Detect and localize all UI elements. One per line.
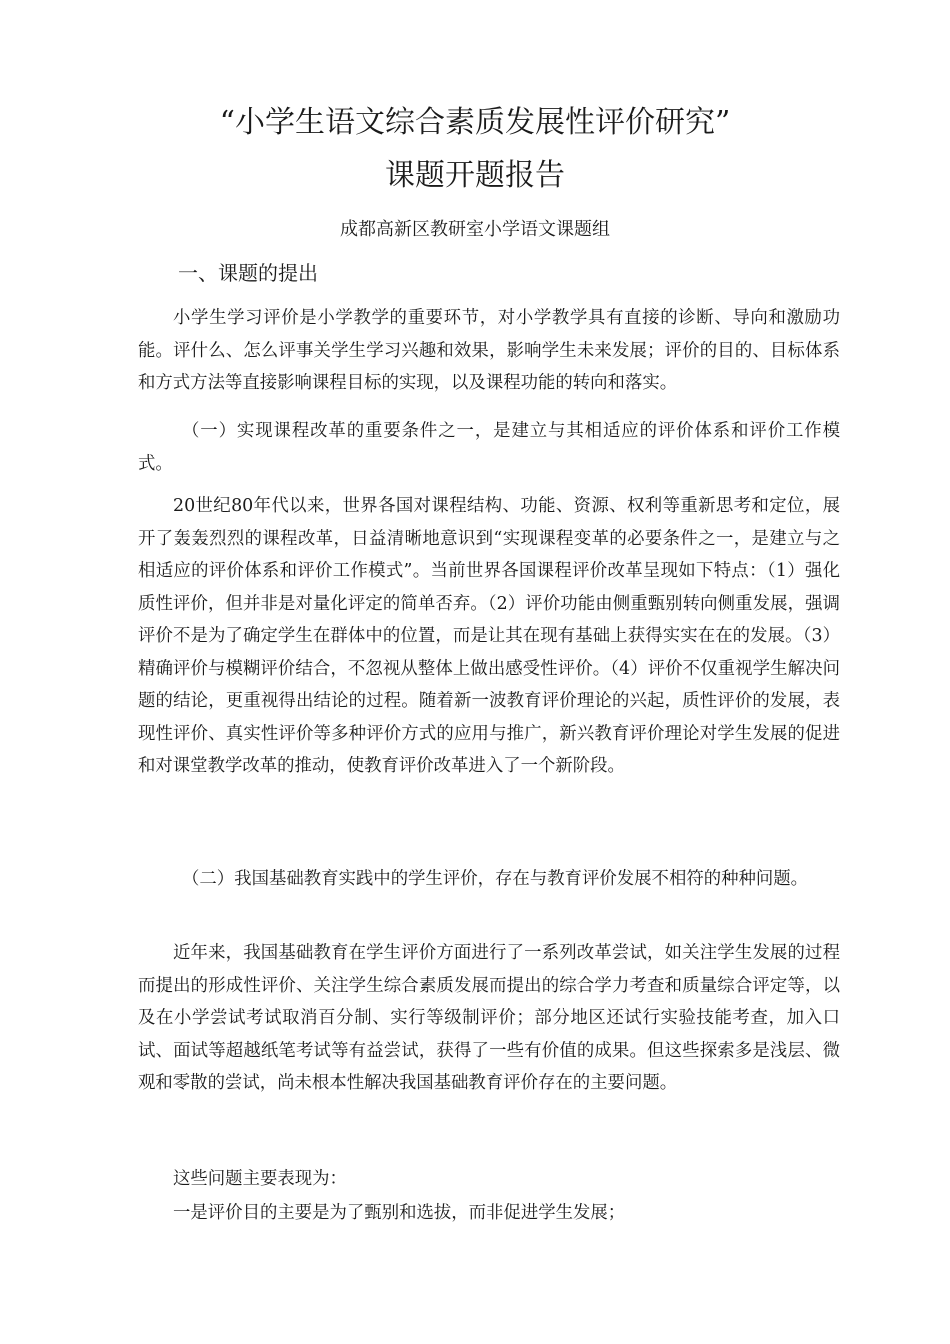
author-line: 成都高新区教研室小学语文课题组	[340, 219, 610, 240]
report-title: “小学生语文综合素质发展性评价研究”	[219, 105, 731, 140]
paragraph: （一）实现课程改革的重要条件之一，是建立与其相适应的评价体系和评价工作模式。	[138, 421, 840, 474]
paragraph: 这些问题主要表现为：	[173, 1169, 347, 1189]
paragraph: 小学生学习评价是小学教学的重要环节，对小学教学具有直接的诊断、导向和激励功能。评什么、怎么评事关学生学习兴趣和效果，影响学生未来发展；评价的目的、目标体系和方式方法等直接影响课程目标的实现，以及课程功能的转向和落实。	[138, 308, 840, 393]
paragraph: （二）我国基础教育实践中的学生评价，存在与教育评价发展不相符的种种问题。	[182, 869, 809, 889]
paragraph: 近年来，我国基础教育在学生评价方面进行了一系列改革尝试，如关注学生发展的过程而提出的形成性评价、关注学生综合素质发展而提出的综合学力考查和质量综合评定等，以及在小学尝试考试取消百分制、实行等级制评价；部分地区还试行实验技能考查，加入口试、面试等超越纸笔考试等有益尝试，获得了一些有价值的成果。但这些探索多是浅层、微观和零散的尝试，尚未根本性解决我国基础教育评价存在的主要问题。	[138, 943, 840, 1093]
section-heading: 一、课题的提出	[178, 261, 318, 285]
paragraph: 一是评价目的主要是为了甄别和选拔，而非促进学生发展；	[173, 1203, 626, 1223]
paragraph: 20世纪80年代以来，世界各国对课程结构、功能、资源、权利等重新思考和定位，展开了轰轰烈烈的课程改革，日益清晰地意识到“实现课程变革的必要条件之一，是建立与之相适应的评价体系和评价工作模式”。当前世界各国课程评价改革呈现如下特点：（1）强化质性评价，但并非是对量化评定的简单否弃。（2）评价功能由侧重甄别转向侧重发展，强调评价不是为了确定学生在群体中的位置，而是让其在现有基础上获得实实在在的发展。（3）精确评价与模糊评价结合，不忽视从整体上做出感受性评价。（4）评价不仅重视学生解决问题的结论，更重视得出结论的过程。随着新一波教育评价理论的兴起，质性评价的发展，表现性评价、真实性评价等多种评价方式的应用与推广，新兴教育评价理论对学生发展的促进和对课堂教学改革的推动，使教育评价改革进入了一个新阶段。	[138, 496, 840, 776]
report-subtitle: 课题开题报告	[385, 158, 565, 193]
